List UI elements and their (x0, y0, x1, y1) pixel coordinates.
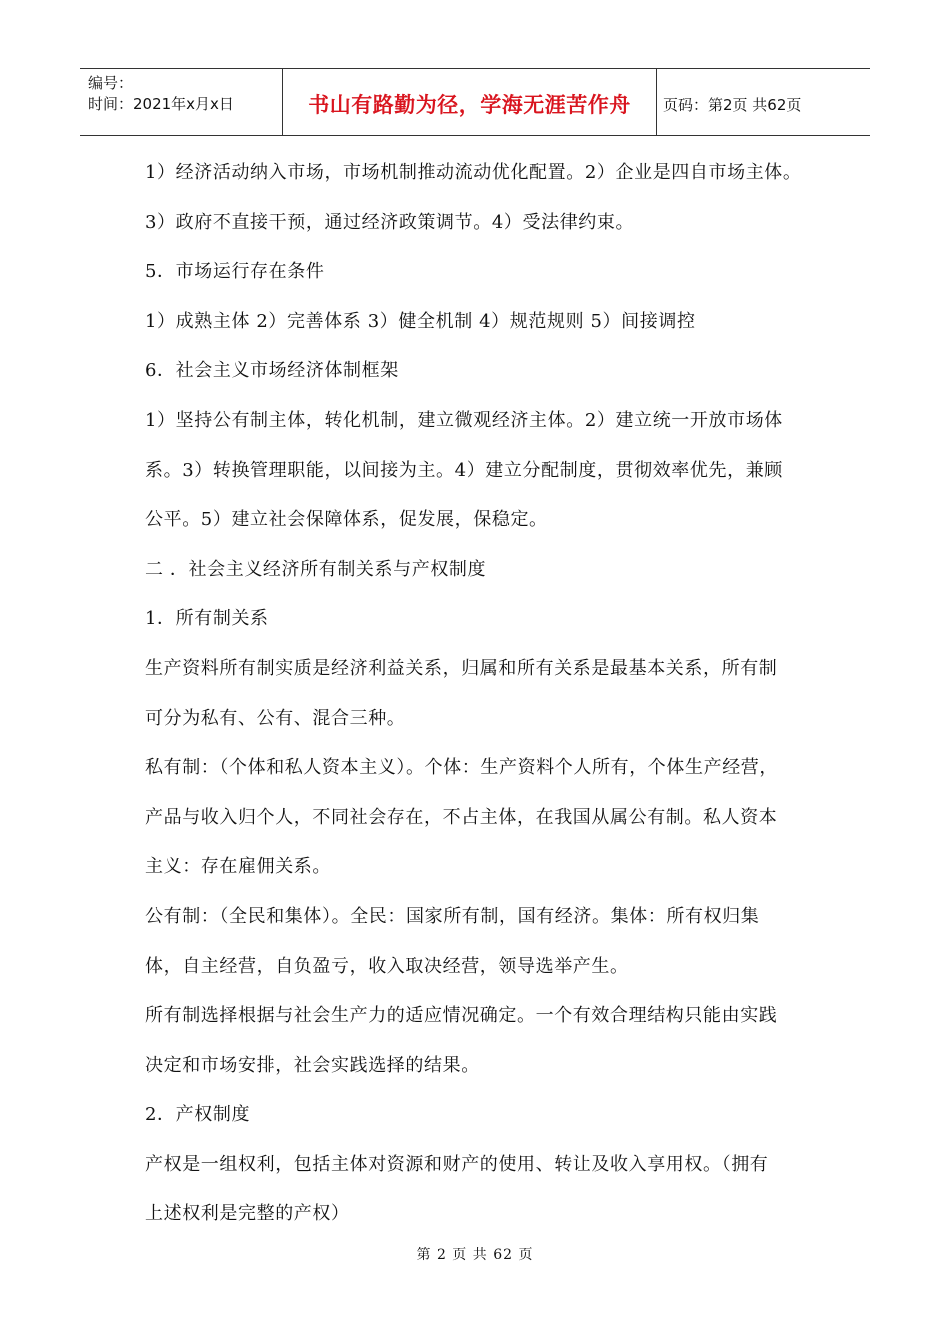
chapter-heading: 二 ．社会主义经济所有制关系与产权制度 (145, 558, 487, 580)
section-heading: 2．产权制度 (145, 1104, 251, 1126)
text-line: 3）政府不直接干预，通过经济政策调节。4）受法律约束。 (145, 211, 635, 233)
text-line: 上述权利是完整的产权） (145, 1203, 350, 1225)
page-footer: 第 2 页 共 62 页 (416, 1247, 534, 1263)
text-line: 公有制：（全民和集体）。全民：国家所有制，国有经济。集体：所有权归集 (145, 905, 760, 927)
text-line: 私有制：（个体和私人资本主义）。个体：生产资料个人所有，个体生产经营， (145, 757, 778, 779)
time-label: 时间：2021年x月x日 (88, 95, 234, 113)
section-heading: 6．社会主义市场经济体制框架 (145, 360, 399, 382)
text-line: 产品与收入归个人，不同社会存在，不占主体，在我国从属公有制。私人资本 (145, 806, 778, 828)
document-body (145, 155, 815, 1246)
text-line: 可分为私有、公有、混合三种。 (145, 707, 406, 729)
section-heading: 1．所有制关系 (145, 608, 269, 630)
text-line: 系。3）转换管理职能，以间接为主。4）建立分配制度，贯彻效率优先，兼顾 (145, 459, 783, 481)
text-line: 1）坚持公有制主体，转化机制，建立微观经济主体。2）建立统一开放市场体 (145, 409, 783, 431)
motto-text: 书山有路勤为径，学海无涯苦作舟 (308, 93, 631, 117)
text-line: 产权是一组权利，包括主体对资源和财产的使用、转让及收入享用权。（拥有 (145, 1153, 769, 1175)
section-heading: 5．市场运行存在条件 (145, 261, 325, 283)
text-line: 所有制选择根据与社会生产力的适应情况确定。一个有效合理结构只能由实践 (145, 1005, 778, 1027)
text-line: 生产资料所有制实质是经济利益关系，归属和所有关系是最基本关系，所有制 (145, 657, 778, 679)
text-line: 主义：存在雇佣关系。 (145, 856, 331, 878)
text-line: 体，自主经营，自负盈亏，收入取决经营，领导选举产生。 (145, 955, 629, 977)
header-motto-cell (283, 69, 657, 135)
text-line: 1）成熟主体 2）完善体系 3）健全机制 4）规范规则 5）间接调控 (145, 310, 696, 332)
text-line: 1）经济活动纳入市场，市场机制推动流动优化配置。2）企业是四自市场主体。 (145, 162, 802, 183)
header-page-cell (657, 69, 870, 135)
serial-label: 编号： (88, 74, 134, 92)
text-line: 公平。5）建立社会保障体系，促发展，保稳定。 (145, 509, 548, 531)
text-line: 决定和市场安排，社会实践选择的结果。 (145, 1054, 480, 1076)
header-meta-cell (80, 69, 283, 135)
document-header (80, 68, 870, 136)
page-info: 页码：第2页 共62页 (663, 95, 802, 114)
